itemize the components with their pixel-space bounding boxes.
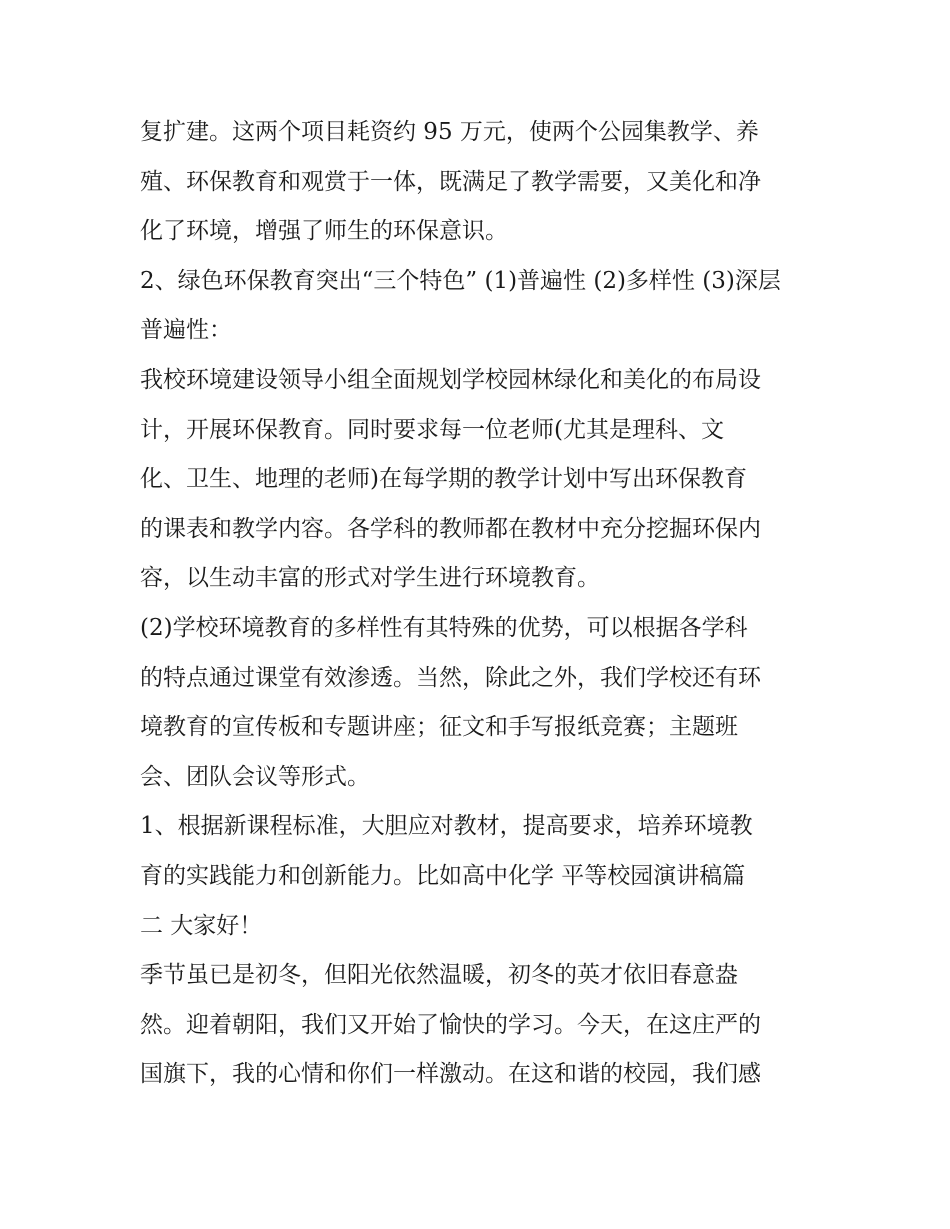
text-line: (2)学校环境教育的多样性有其特殊的优势，可以根据各学科 [140,614,748,641]
text-line: 然。迎着朝阳，我们又开始了愉快的学习。今天，在这庄严的 [140,1011,761,1038]
text-line: 化了环境，增强了师生的环保意识。 [140,218,508,245]
text-line: 境教育的宣传板和专题讲座；征文和手写报纸竞赛；主题班 [140,714,738,741]
text-line: 容，以生动丰富的形式对学生进行环境教育。 [140,565,600,592]
text-line: 会、团队会议等形式。 [140,763,370,790]
text-line: 1、根据新课程标准，大胆应对教材，提高要求，培养环境教 [140,813,753,840]
text-line: 的课表和教学内容。各学科的教师都在教材中充分挖掘环保内 [140,515,761,542]
text-line: 复扩建。这两个项目耗资约 95 万元，使两个公园集教学、养 [140,119,759,145]
text-line: 计，开展环保教育。同时要求每一位老师(尤其是理科、文 [140,416,724,443]
text-line: 普遍性： [140,317,232,344]
text-line: 殖、环保教育和观赏于一体，既满足了教学需要，又美化和净 [140,168,761,195]
text-line: 的特点通过课堂有效渗透。当然，除此之外，我们学校还有环 [140,664,761,691]
body-text [140,108,830,1100]
text-line: 二 大家好！ [140,912,263,939]
text-line: 季节虽已是初冬，但阳光依然温暖，初冬的英才依旧春意盎 [140,962,738,989]
text-line: 化、卫生、地理的老师)在每学期的教学计划中写出环保教育 [140,466,747,493]
text-line: 2、绿色环保教育突出“三个特色” (1)普遍性 (2)多样性 (3)深层 [140,267,781,294]
text-line: 国旗下，我的心情和你们一样激动。在这和谐的校园，我们感 [140,1061,761,1088]
text-line: 育的实践能力和创新能力。比如高中化学 平等校园演讲稿篇 [140,862,746,889]
text-line: 我校环境建设领导小组全面规划学校园林绿化和美化的布局设 [140,366,761,393]
